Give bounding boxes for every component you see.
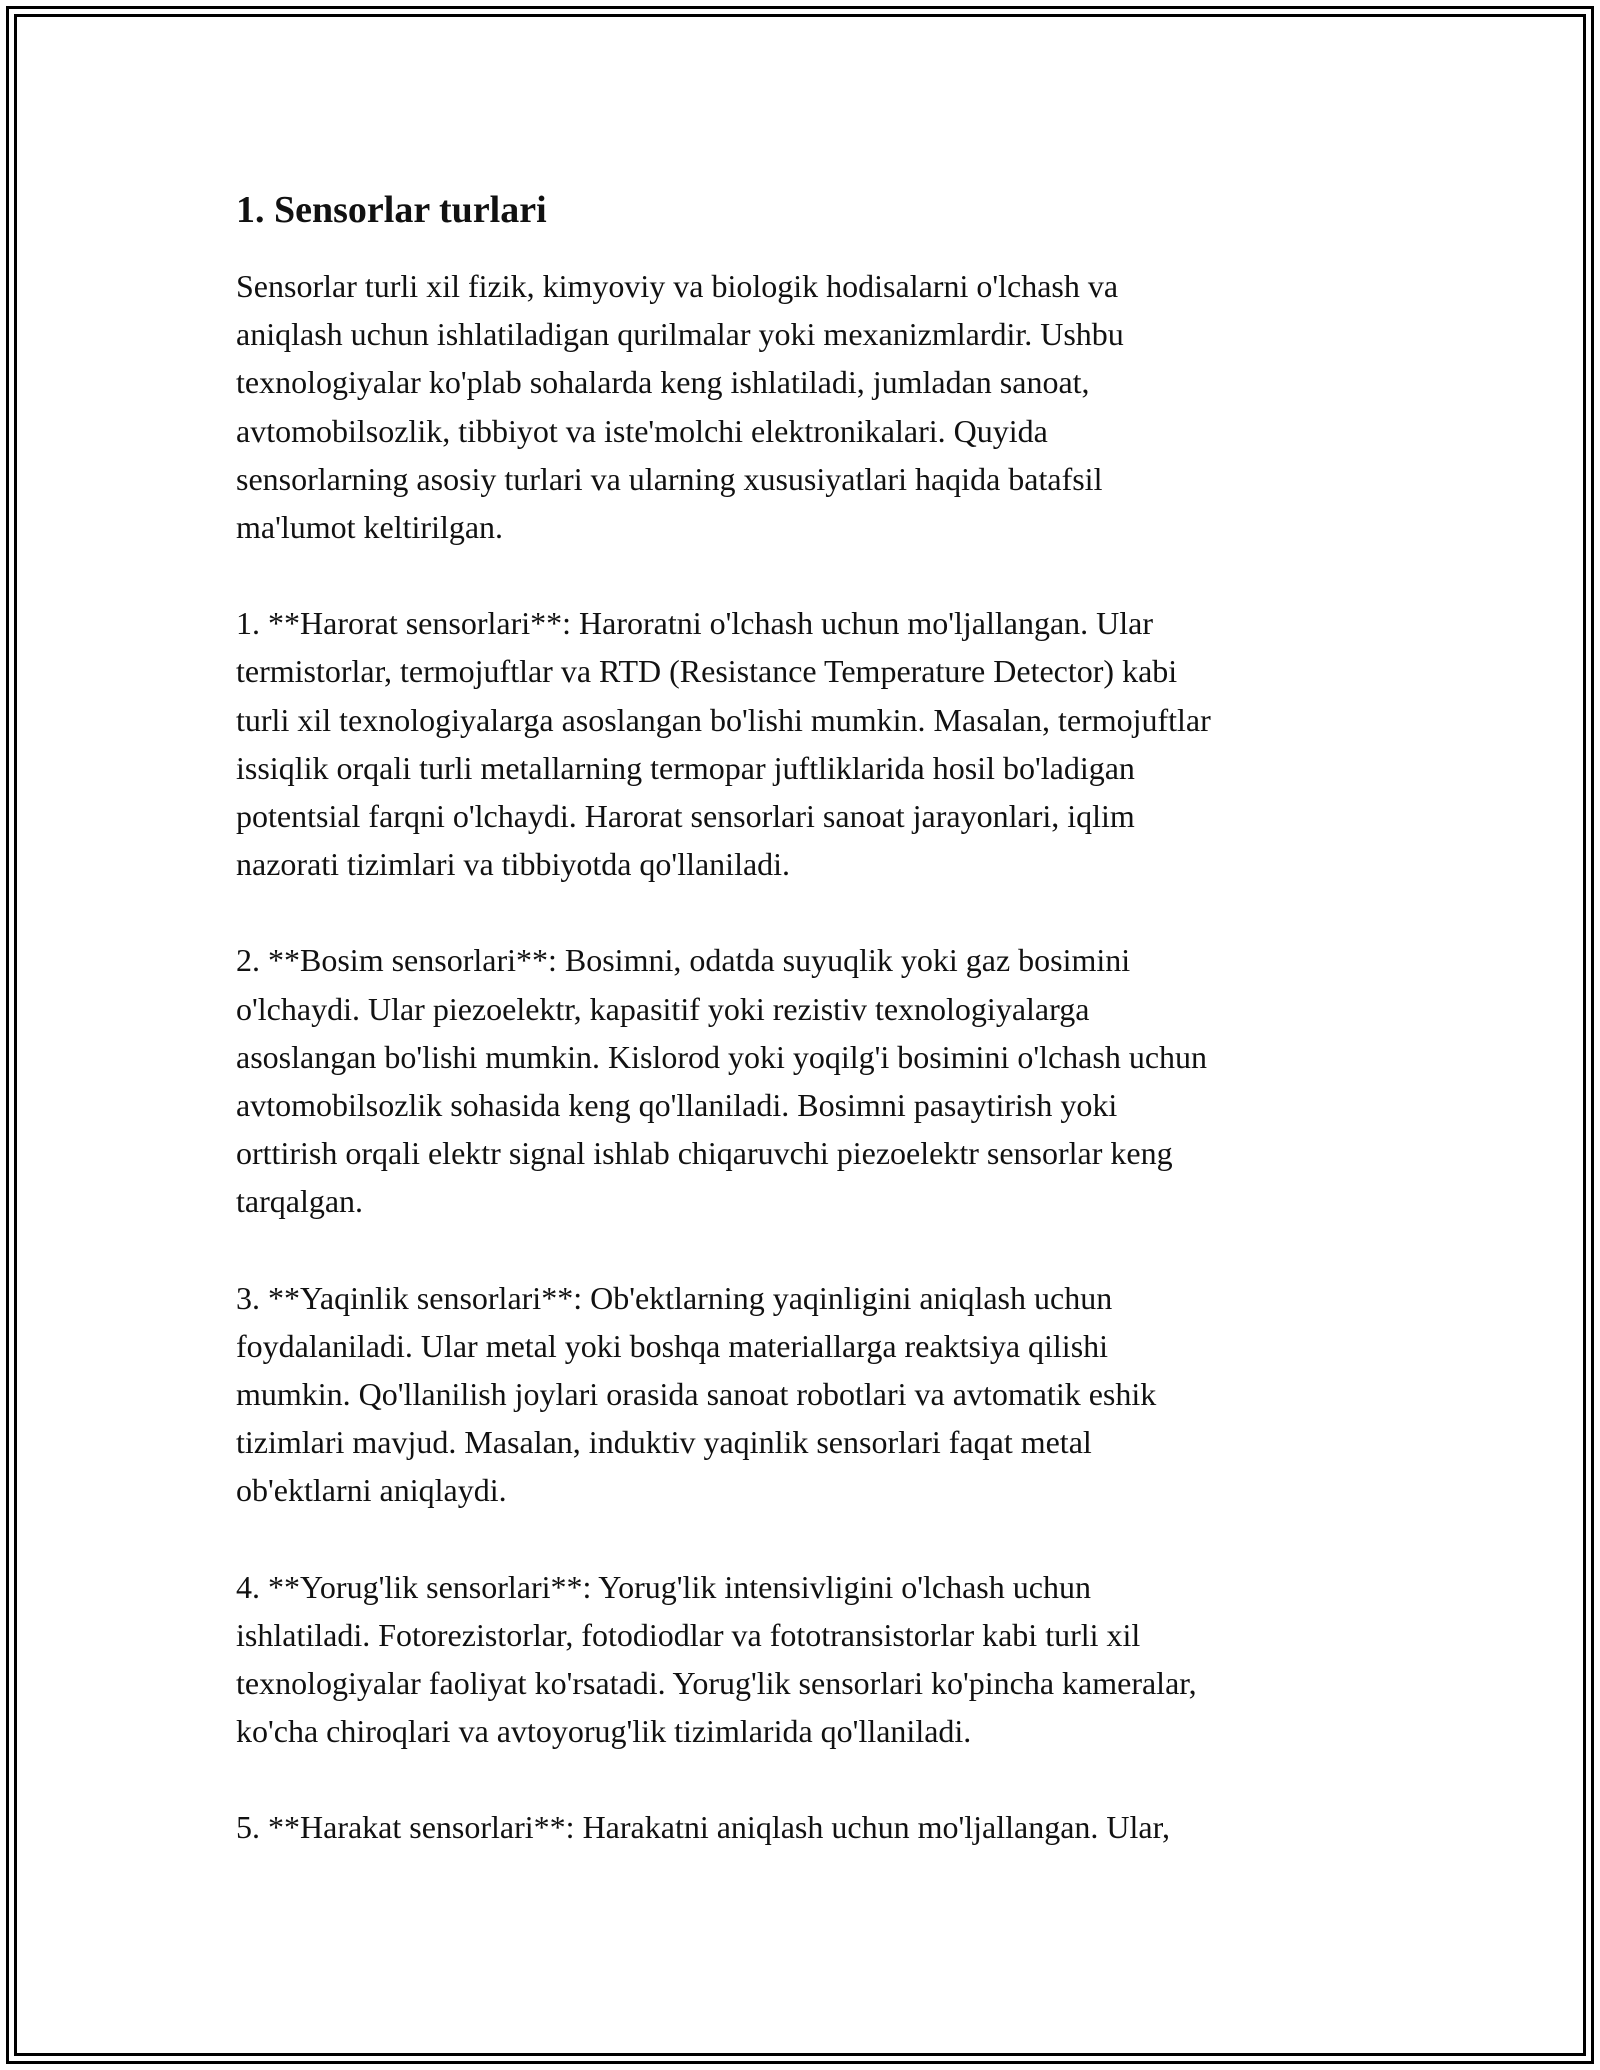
text-line: nazorati tizimlari va tibbiyotda qo'llaniladi. [236,846,791,883]
light-sensors-paragraph [236,1563,1366,1756]
pressure-sensors-paragraph [236,936,1366,1225]
text-line: 4. **Yorug'lik sensorlari**: Yorug'lik intensivligini o'lchash uchun [236,1568,1091,1605]
text-line: texnologiyalar ko'plab sohalarda keng ishlatiladi, jumladan sanoat, [236,364,1090,401]
temperature-sensors-paragraph [236,599,1366,888]
text-line: ishlatiladi. Fotorezistorlar, fotodiodlar va fototransistorlar kabi turli xil [236,1616,1141,1653]
text-line: aniqlash uchun ishlatiladigan qurilmalar yoki mexanizmlardir. Ushbu [236,316,1124,353]
text-line: sensorlarning asosiy turlari va ularning xususiyatlari haqida batafsil [236,460,1103,497]
text-line: 5. **Harakat sensorlari**: Harakatni aniqlash uchun mo'ljallangan. Ular, [236,1809,1170,1846]
text-line: orttirish orqali elektr signal ishlab chiqaruvchi piezoelektr sensorlar keng [236,1135,1173,1172]
text-line: 2. **Bosim sensorlari**: Bosimni, odatda suyuqlik yoki gaz bosimini [236,942,1131,979]
text-line: termistorlar, termojuftlar va RTD (Resistance Temperature Detector) kabi [236,653,1178,690]
text-line: tizimlari mavjud. Masalan, induktiv yaqinlik sensorlari faqat metal [236,1424,1092,1461]
motion-sensors-paragraph [236,1803,1366,1851]
text-line: potentsial farqni o'lchaydi. Harorat sensorlari sanoat jarayonlari, iqlim [236,798,1135,835]
text-line: texnologiyalar faoliyat ko'rsatadi. Yorug'lik sensorlari ko'pincha kameralar, [236,1665,1197,1702]
intro-paragraph [236,262,1366,551]
text-line: ko'cha chiroqlari va avtoyorug'lik tizimlarida qo'llaniladi. [236,1713,972,1750]
text-line: 3. **Yaqinlik sensorlari**: Ob'ektlarning yaqinligini aniqlash uchun [236,1279,1113,1316]
text-line: asoslangan bo'lishi mumkin. Kislorod yoki yoqilg'i bosimini o'lchash uchun [236,1038,1208,1075]
text-line: foydalaniladi. Ular metal yoki boshqa materiallarga reaktsiya qilishi [236,1327,1109,1364]
text-line: avtomobilsozlik sohasida keng qo'llaniladi. Bosimni pasaytirish yoki [236,1087,1118,1124]
proximity-sensors-paragraph [236,1274,1366,1515]
document-body [236,186,1366,1900]
text-line: o'lchaydi. Ular piezoelektr, kapasitif yoki rezistiv texnologiyalarga [236,990,1090,1027]
text-line: ma'lumot keltirilgan. [236,509,504,546]
text-line: ob'ektlarni aniqlaydi. [236,1472,507,1509]
text-line: turli xil texnologiyalarga asoslangan bo'lishi mumkin. Masalan, termojuftlar [236,701,1211,738]
section-heading: 1. Sensorlar turlari [236,189,547,231]
text-line: 1. **Harorat sensorlari**: Haroratni o'lchash uchun mo'ljallangan. Ular [236,605,1154,642]
text-line: Sensorlar turli xil fizik, kimyoviy va biologik hodisalarni o'lchash va [236,268,1119,304]
text-line: avtomobilsozlik, tibbiyot va iste'molchi elektronikalari. Quyida [236,412,1048,449]
text-line: tarqalgan. [236,1183,364,1220]
text-line: mumkin. Qo'llanilish joylari orasida sanoat robotlari va avtomatik eshik [236,1376,1157,1413]
text-line: issiqlik orqali turli metallarning termopar juftliklarida hosil bo'ladigan [236,749,1135,786]
